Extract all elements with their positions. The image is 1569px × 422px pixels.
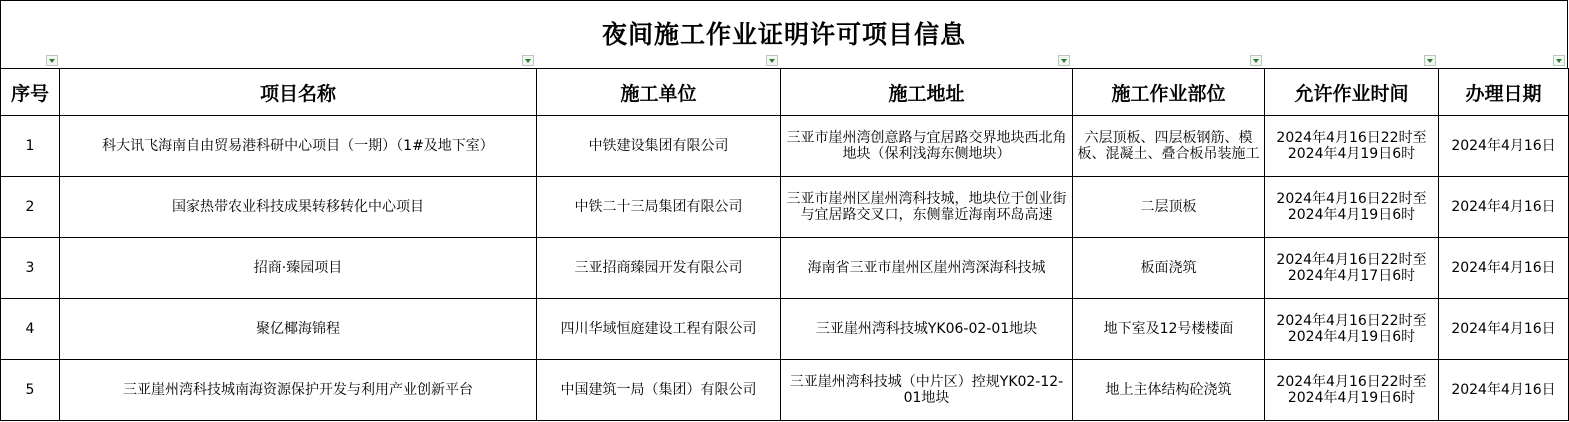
header-cell-work-part[interactable]: 施工作业部位	[1073, 69, 1265, 116]
cell-address[interactable]: 海南省三亚市崖州区崖州湾深海科技城	[781, 238, 1073, 299]
filter-dropdown-icon[interactable]	[1424, 55, 1436, 66]
cell-allowed-time[interactable]: 2024年4月16日22时至2024年4月19日6时	[1265, 116, 1439, 177]
table-row	[1, 238, 1569, 299]
cell-work-part[interactable]: 地下室及12号楼楼面	[1073, 299, 1265, 360]
cell-contractor[interactable]: 中国建筑一局（集团）有限公司	[537, 360, 781, 421]
cell-index[interactable]: 2	[1, 177, 60, 238]
header-cell-allowed-time[interactable]: 允许作业时间	[1265, 69, 1439, 116]
cell-date[interactable]: 2024年4月16日	[1439, 299, 1569, 360]
header-cell-date[interactable]: 办理日期	[1439, 69, 1569, 116]
cell-contractor[interactable]: 三亚招商臻园开发有限公司	[537, 238, 781, 299]
filter-dropdown-icon[interactable]	[522, 55, 534, 66]
cell-contractor[interactable]: 中铁二十三局集团有限公司	[537, 177, 781, 238]
cell-index[interactable]: 1	[1, 116, 60, 177]
cell-project-name[interactable]: 国家热带农业科技成果转移转化中心项目	[60, 177, 537, 238]
table-row	[1, 360, 1569, 421]
cell-contractor[interactable]: 中铁建设集团有限公司	[537, 116, 781, 177]
header-cell-contractor[interactable]: 施工单位	[537, 69, 781, 116]
cell-work-part[interactable]: 六层顶板、四层板钢筋、模板、混凝土、叠合板吊装施工	[1073, 116, 1265, 177]
cell-work-part[interactable]: 二层顶板	[1073, 177, 1265, 238]
cell-date[interactable]: 2024年4月16日	[1439, 360, 1569, 421]
cell-address[interactable]: 三亚市崖州湾创意路与宜居路交界地块西北角地块（保利浅海东侧地块）	[781, 116, 1073, 177]
cell-address[interactable]: 三亚崖州湾科技城（中片区）控规YK02-12-01地块	[781, 360, 1073, 421]
cell-work-part[interactable]: 地上主体结构砼浇筑	[1073, 360, 1265, 421]
header-row	[1, 69, 1569, 116]
cell-allowed-time[interactable]: 2024年4月16日22时至2024年4月17日6时	[1265, 238, 1439, 299]
table-row	[1, 299, 1569, 360]
data-table	[0, 68, 1569, 421]
cell-project-name[interactable]: 招商·臻园项目	[60, 238, 537, 299]
cell-index[interactable]: 5	[1, 360, 60, 421]
filter-dropdown-icon[interactable]	[1553, 55, 1565, 66]
filter-dropdown-icon[interactable]	[766, 55, 778, 66]
filter-dropdown-icon[interactable]	[1250, 55, 1262, 66]
cell-index[interactable]: 3	[1, 238, 60, 299]
cell-allowed-time[interactable]: 2024年4月16日22时至2024年4月19日6时	[1265, 360, 1439, 421]
cell-date[interactable]: 2024年4月16日	[1439, 238, 1569, 299]
cell-project-name[interactable]: 科大讯飞海南自由贸易港科研中心项目（一期）（1#及地下室）	[60, 116, 537, 177]
table-row	[1, 116, 1569, 177]
filter-dropdown-icon[interactable]	[46, 55, 58, 66]
cell-project-name[interactable]: 聚亿椰海锦程	[60, 299, 537, 360]
table-row	[1, 177, 1569, 238]
header-cell-project-name[interactable]: 项目名称	[60, 69, 537, 116]
cell-project-name[interactable]: 三亚崖州湾科技城南海资源保护开发与利用产业创新平台	[60, 360, 537, 421]
title-cell[interactable]	[0, 0, 1568, 69]
cell-contractor[interactable]: 四川华域恒庭建设工程有限公司	[537, 299, 781, 360]
cell-address[interactable]: 三亚崖州湾科技城YK06-02-01地块	[781, 299, 1073, 360]
cell-allowed-time[interactable]: 2024年4月16日22时至2024年4月19日6时	[1265, 177, 1439, 238]
header-cell-address[interactable]: 施工地址	[781, 69, 1073, 116]
cell-date[interactable]: 2024年4月16日	[1439, 177, 1569, 238]
filter-dropdown-icon[interactable]	[1058, 55, 1070, 66]
cell-index[interactable]: 4	[1, 299, 60, 360]
sheet-title: 夜间施工作业证明许可项目信息	[601, 20, 966, 49]
cell-allowed-time[interactable]: 2024年4月16日22时至2024年4月19日6时	[1265, 299, 1439, 360]
header-cell-index[interactable]: 序号	[1, 69, 60, 116]
cell-work-part[interactable]: 板面浇筑	[1073, 238, 1265, 299]
cell-date[interactable]: 2024年4月16日	[1439, 116, 1569, 177]
cell-address[interactable]: 三亚市崖州区崖州湾科技城，地块位于创业街与宜居路交叉口，东侧靠近海南环岛高速	[781, 177, 1073, 238]
